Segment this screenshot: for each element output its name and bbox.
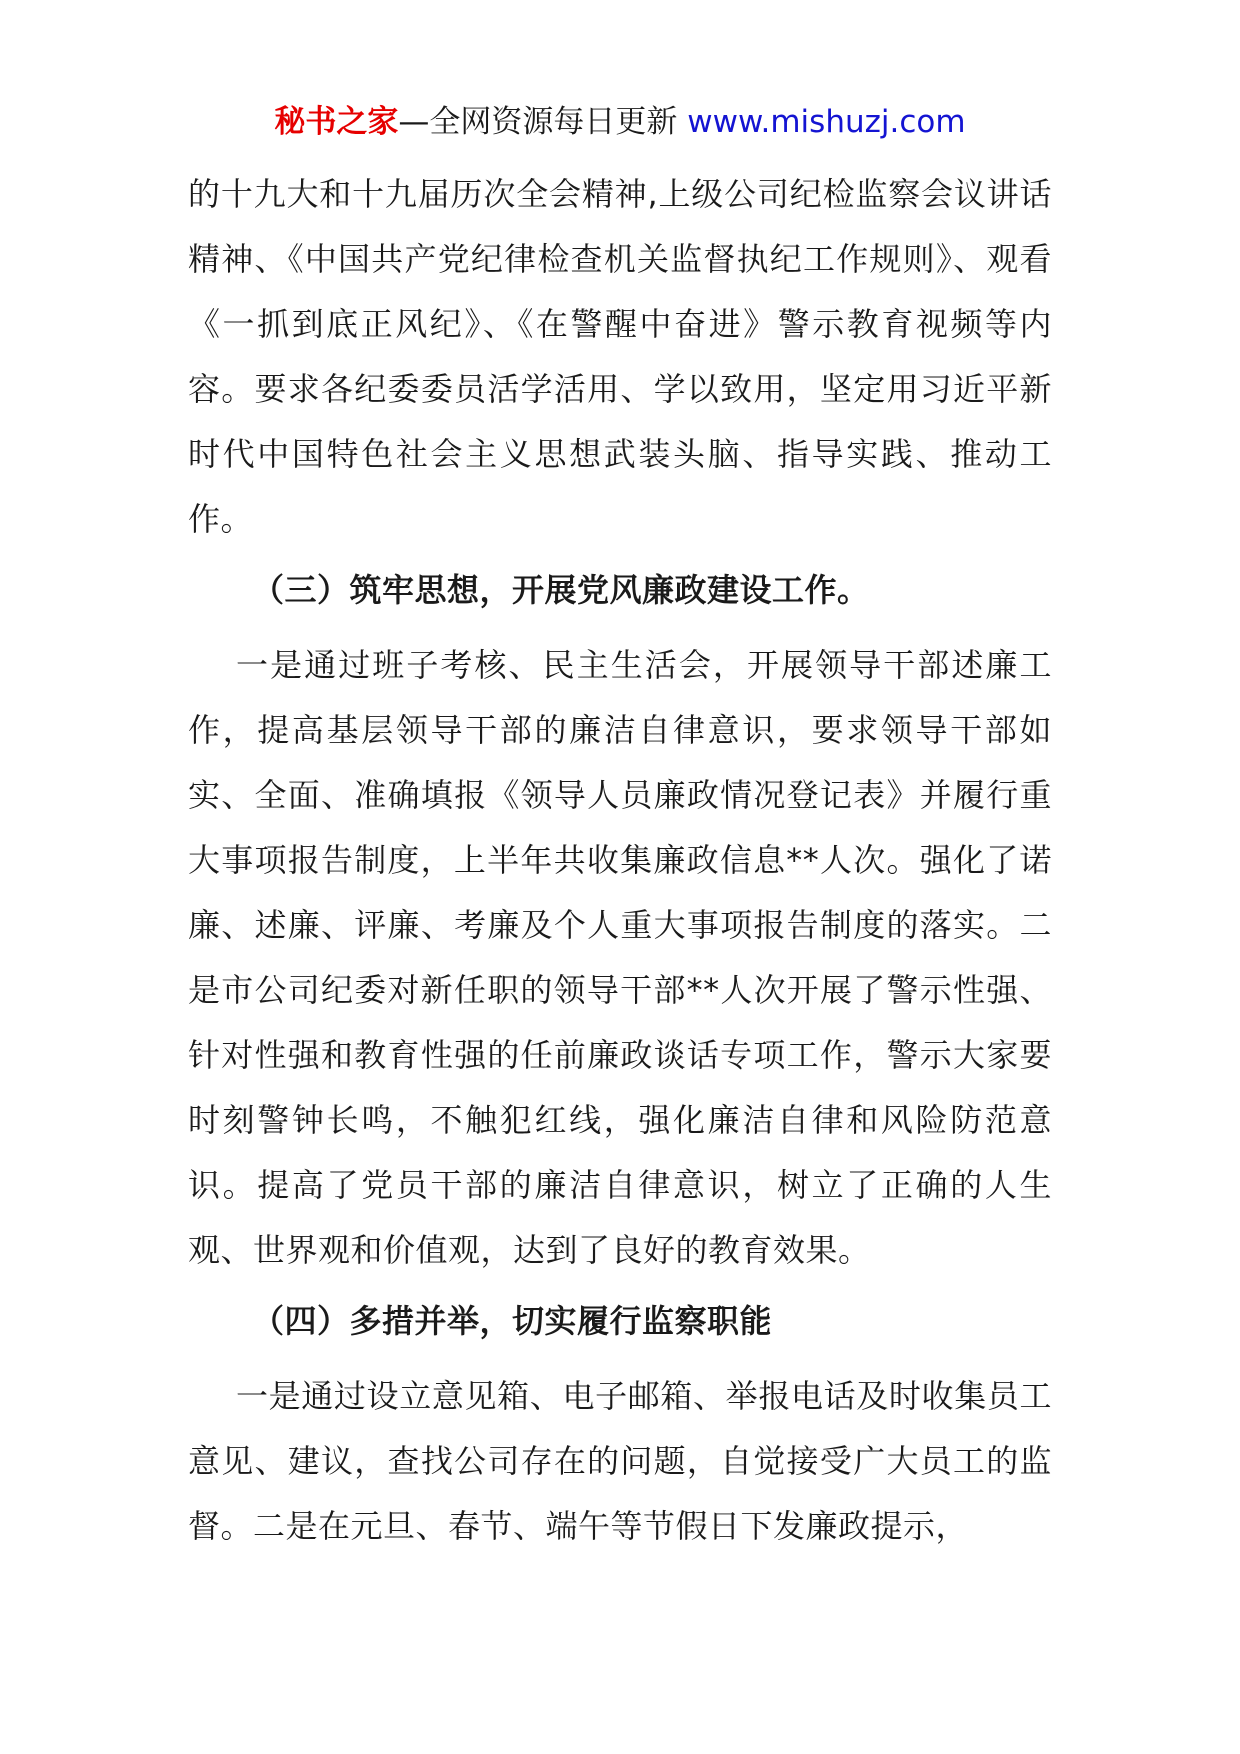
section-heading-3: （三）筑牢思想，开展党风廉政建设工作。	[252, 571, 870, 609]
paragraph-section-3: 一是通过班子考核、民主生活会，开展领导干部述廉工作，提高基层领导干部的廉洁自律意识，要求领导干部如实、全面、准确填报《领导人员廉政情况登记表》并履行重大事项报告制度，上半年共收集廉政信息**人次。强化了诺廉、述廉、评廉、考廉及个人重大事项报告制度的落实。二是市公司纪委对新任职的领导干部**人次开展了警示性强、针对性强和教育性强的任前廉政谈话专项工作，警示大家要时刻警钟长鸣，不触犯红线，强化廉洁自律和风险防范意识。提高了党员干部的廉洁自律意识，树立了正确的人生观、世界观和价值观，达到了良好的教育效果。	[188, 646, 1052, 1269]
brand-name: 秘书之家	[274, 104, 399, 140]
header-slogan: —全网资源每日更新	[398, 104, 688, 140]
paragraph-section-4: 一是通过设立意见箱、电子邮箱、举报电话及时收集员工意见、建议，查找公司存在的问题，自觉接受广大员工的监督。二是在元旦、春节、端午等节假日下发廉政提示，	[188, 1377, 1052, 1545]
paragraph-continued: 的十九大和十九届历次全会精神,上级公司纪检监察会议讲话精神、《中国共产党纪律检查机关监督执纪工作规则》、观看《一抓到底正风纪》、《在警醒中奋进》警示教育视频等内容。要求各纪委委员活学活用、学以致用，坚定用习近平新时代中国特色社会主义思想武装头脑、指导实践、推动工作。	[188, 175, 1052, 538]
document-body	[188, 162, 1052, 1559]
watermark-header	[0, 102, 1240, 142]
section-heading-4: （四）多措并举，切实履行监察职能	[252, 1302, 773, 1340]
header-url[interactable]: www.mishuzj.com	[687, 104, 966, 140]
